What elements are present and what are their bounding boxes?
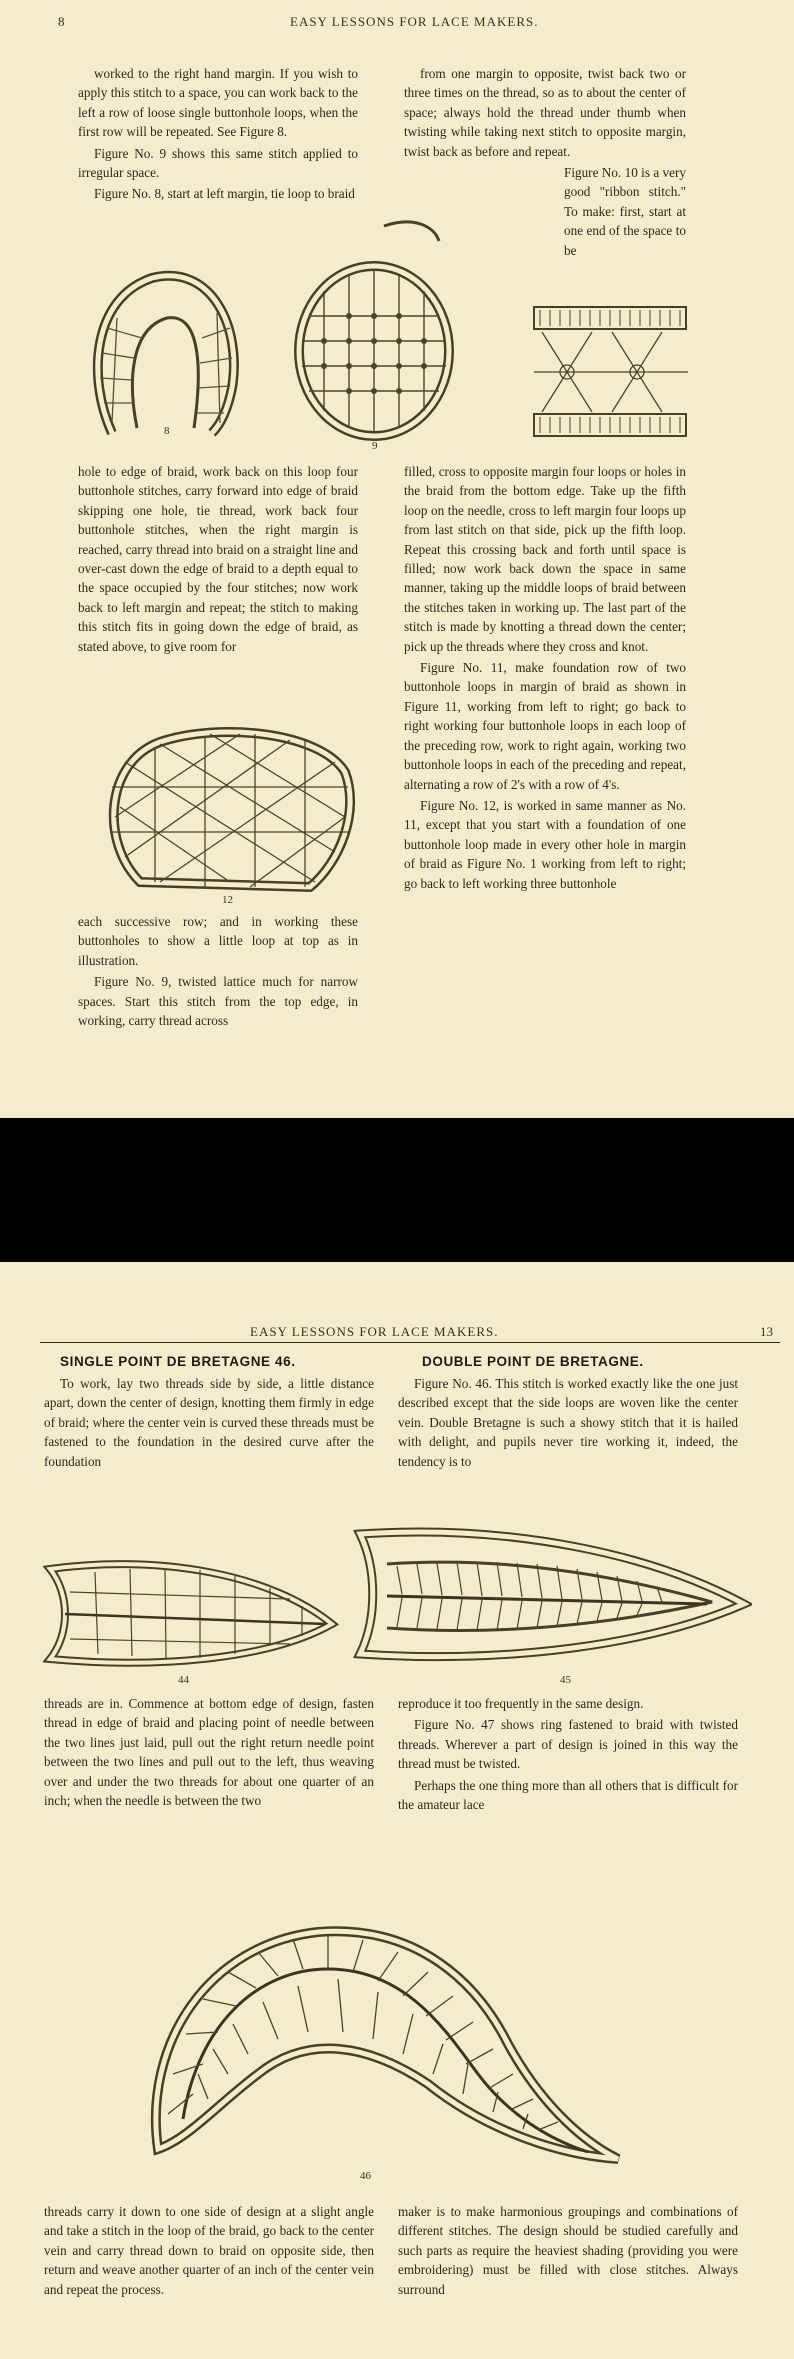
text-column-top-right	[398, 1374, 738, 1473]
paragraph: worked to the right hand margin. If you wish to apply this stitch to a space, you can work back to the left a row of loose single buttonhole loops, when the first row will be repeated. See Figure 8.	[78, 66, 358, 140]
paragraph: hole to edge of braid, work back on this loop four buttonhole stitches, carry forward into edge of braid skipping one hole, tie thread, work back four buttonhole stitches, when the right margin is reached, carry thread into braid on a straight line and over-cast down the edge of braid to a depth equal to the space occupied by the four stitches; now work back to left margin and repeat; the stitch to making this stitch fits in going down the edge of braid, as stated above, to give room for	[78, 464, 358, 654]
text-column-bottom-right	[398, 2202, 738, 2301]
text-column-mid-left	[78, 462, 358, 658]
figure-10-illustration	[532, 302, 688, 447]
paragraph: threads are in. Commence at bottom edge of design, fasten thread in edge of braid and placing point of needle between the two lines just laid, pull out the right return needle point between the two lines and pull out to the left, thus weaving over and under the two threads for about one quarter of an inch; when the needle is between the two	[44, 1696, 374, 1809]
figure-label: 45	[560, 1674, 571, 1686]
figure-46-illustration	[148, 1924, 628, 2174]
page-13	[0, 1262, 794, 2359]
figure-label: 46	[360, 2170, 371, 2182]
page-8	[0, 0, 794, 1118]
paragraph: Figure No. 47 shows ring fastened to braid with twisted threads. Wherever a part of design is joined in this way the thread must be twisted.	[398, 1717, 738, 1772]
figure-45-illustration	[352, 1524, 752, 1664]
figure-label: 12	[222, 894, 233, 906]
paragraph: To work, lay two threads side by side, a little distance apart, down the center of design, knotting them firmly in edge of braid; where the center vein is curved these threads must be fastened to the foundation in the desired curve after the foundation	[44, 1376, 374, 1469]
page-number: 13	[760, 1324, 773, 1339]
paragraph: Figure No. 10 is a very good "ribbon stitch." To make: first, start at one end of the space to be	[564, 165, 686, 258]
paragraph: Figure No. 8, start at left margin, tie loop to braid	[94, 186, 355, 202]
paragraph: filled, cross to opposite margin four loops or holes in the braid from the bottom edge. Take up the fifth loop on the needle, cross to left margin four loops up from last stitch on that side, pick up the fifth loop. Repeat this crossing back and forth until space is filled; now work back down the space in same manner, taking up the middle loops of braid between the stitches taken in working up. The last part of the stitch is made by knotting a thread down the center; pick up the threads where they cross and knot.	[404, 464, 686, 654]
paragraph: from one margin to opposite, twist back two or three times on the thread, so as to about the center of space; always hold the thread under thumb when twisting while taking next stitch to opposite margin, twist back as before and repeat.	[404, 66, 686, 159]
header-rule	[40, 1342, 780, 1343]
paragraph: Figure No. 46. This stitch is worked exactly like the one just described except that the side loops are woven like the center vein. Double Bretagne is such a showy stitch that it is hailed with delight, and pupils never tire working it, indeed, the tendency is to	[398, 1376, 738, 1469]
text-column-mid-right	[404, 462, 686, 895]
paragraph: Figure No. 9 shows this same stitch applied to irregular space.	[78, 145, 358, 181]
figure-label: 44	[178, 1674, 189, 1686]
figure-label: 9	[372, 440, 378, 452]
paragraph: Perhaps the one thing more than all others that is difficult for the amateur lace	[398, 1777, 738, 1813]
figure-9-illustration	[294, 216, 464, 451]
page-number: 8	[58, 14, 65, 29]
figure-8-illustration	[82, 258, 242, 443]
figure-44-illustration	[40, 1554, 340, 1674]
paragraph: maker is to make harmonious groupings and combinations of different stitches. The design should be studied carefully and such parts as require the heaviest shading (providing you were embroidering) must be filled with close stitches. Always surround	[398, 2204, 738, 2297]
figure-12-illustration	[100, 722, 358, 897]
text-column-top-left	[78, 64, 358, 206]
paragraph: reproduce it too frequently in the same design.	[398, 1696, 644, 1711]
paragraph: Figure No. 12, is worked in same manner as No. 11, except that you start with a foundation of one buttonhole loop made in every other hole in margin of braid as Figure No. 1 working from left to right; go back to left working three buttonhole	[404, 797, 686, 891]
section-heading-single-point: SINGLE POINT DE BRETAGNE 46.	[60, 1354, 296, 1369]
paragraph: each successive row; and in working these buttonholes to show a little loop at top as in illustration.	[78, 914, 358, 968]
text-column-mid-right	[398, 1694, 738, 1816]
text-column-top-left	[44, 1374, 374, 1473]
section-heading-double-point: DOUBLE POINT DE BRETAGNE.	[422, 1354, 644, 1369]
paragraph: Figure No. 9, twisted lattice much for narrow spaces. Start this stitch from the top edge, in working, carry thread across	[78, 974, 358, 1029]
text-column-mid-left	[44, 1694, 374, 1812]
text-column-bottom-left	[78, 912, 358, 1032]
figure-label: 8	[164, 425, 170, 437]
paragraph: threads carry it down to one side of design at a slight angle and take a stitch in the loop of the braid, go back to the center vein and carry thread down to braid on opposite side, then return and weave another quarter of an inch of the center vein and repeat the process.	[44, 2204, 374, 2297]
running-head: EASY LESSONS FOR LACE MAKERS.	[290, 14, 539, 29]
paragraph: Figure No. 11, make foundation row of two buttonhole loops in margin of braid as shown in Figure 11, working from left to right; go back to right working four buttonhole loops in each loop of the preceding row, work to right again, working two buttonhole loops in each of the preceding and repeat, alternating a row of 2's with a row of 4's.	[404, 660, 686, 792]
scan-gap	[0, 1118, 794, 1262]
text-column-bottom-left	[44, 2202, 374, 2301]
running-head: EASY LESSONS FOR LACE MAKERS.	[250, 1324, 499, 1339]
